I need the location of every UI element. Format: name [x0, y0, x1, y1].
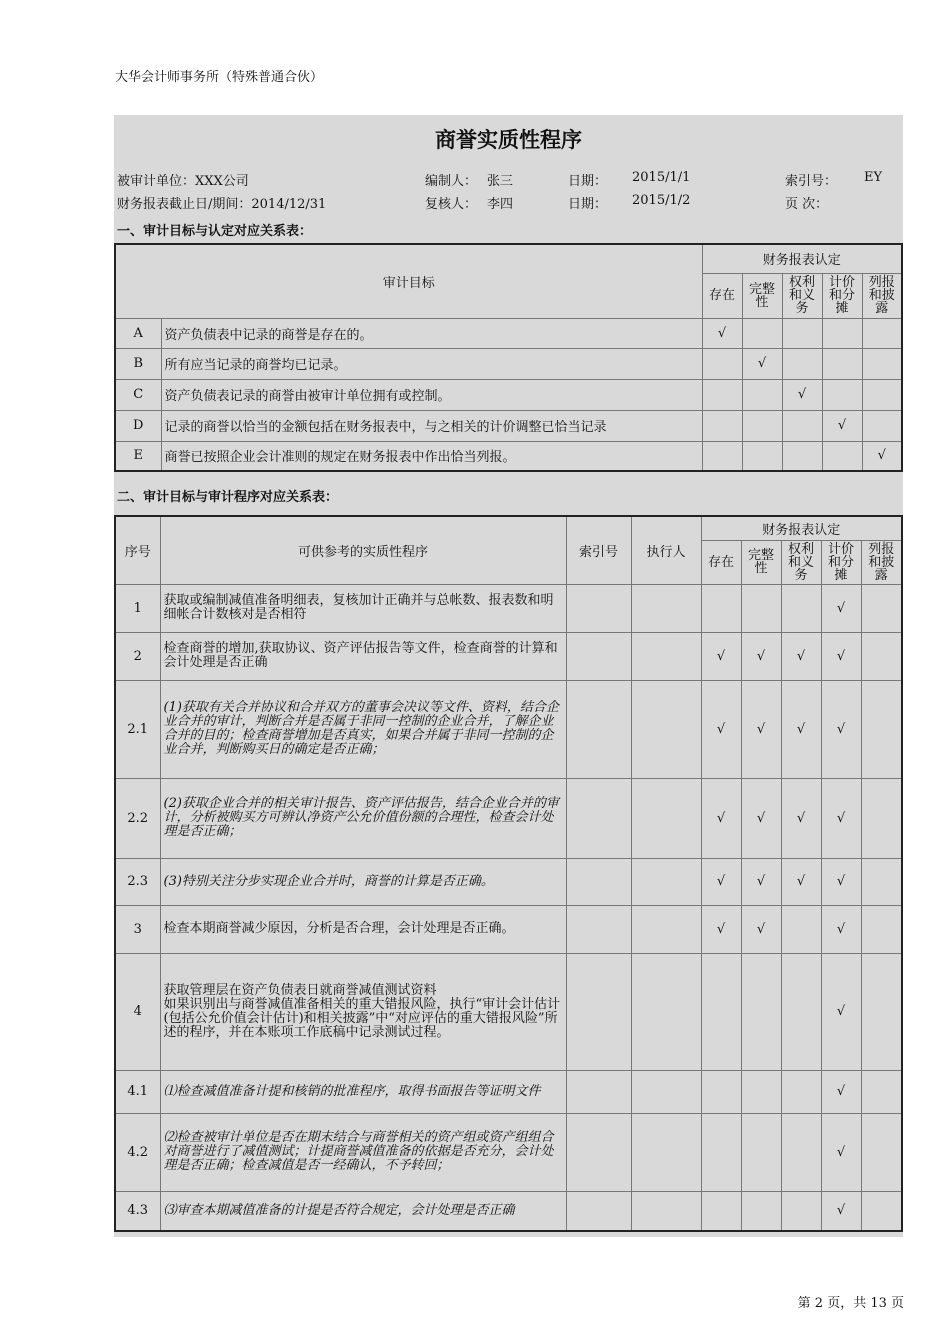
check-mark: [701, 584, 741, 632]
procedure-executor-cell: [631, 778, 701, 858]
check-mark: √: [701, 905, 741, 953]
check-mark: [782, 410, 822, 441]
procedure-executor-cell: [631, 953, 701, 1070]
goal-text: 记录的商誉以恰当的金额包括在财务报表中，与之相关的计价调整已恰当记录: [161, 410, 702, 441]
procedure-text: (3)特别关注分步实现企业合并时，商誉的计算是否正确。: [160, 858, 566, 905]
goal-assertion-table: [114, 243, 903, 472]
assertion-header: 完整 性: [742, 273, 782, 318]
goal-id: A: [115, 318, 161, 348]
procedure-seq: 2.2: [115, 778, 160, 858]
procedure-index-cell: [566, 584, 631, 632]
check-mark: √: [781, 778, 821, 858]
check-mark: [782, 348, 822, 379]
assertion-header: 权利 和义 务: [782, 273, 822, 318]
check-mark: [822, 379, 862, 410]
check-mark: [701, 1070, 741, 1113]
table-row: [115, 1070, 902, 1113]
check-mark: [702, 441, 742, 471]
table-row: [115, 905, 902, 953]
page-number-label: 页 次：: [785, 197, 829, 212]
procedure-seq: 4.1: [115, 1070, 160, 1113]
check-mark: [782, 318, 822, 348]
check-mark: [861, 1191, 902, 1231]
procedure-text: ⑶审查本期减值准备的计提是否符合规定，会计处理是否正确: [160, 1191, 566, 1231]
check-mark: [742, 379, 782, 410]
goal-text: 资产负债表中记录的商誉是存在的。: [161, 318, 702, 348]
check-mark: [862, 379, 902, 410]
table-row: [115, 1191, 902, 1231]
check-mark: [742, 318, 782, 348]
check-mark: √: [701, 778, 741, 858]
check-mark: √: [701, 680, 741, 778]
check-mark: [742, 441, 782, 471]
index-header: 索引号: [566, 516, 631, 584]
check-mark: [741, 584, 781, 632]
check-mark: √: [821, 680, 861, 778]
check-mark: [822, 441, 862, 471]
procedure-seq: 2: [115, 632, 160, 680]
check-mark: √: [781, 632, 821, 680]
page-footer: 第 2 页，共 13 页: [797, 1296, 904, 1311]
date-label-1: 日期：: [568, 174, 608, 189]
procedure-index-cell: [566, 905, 631, 953]
table-row: [115, 441, 902, 471]
table-row: [115, 858, 902, 905]
section-1-heading: 一、审计目标与认定对应关系表：: [117, 224, 313, 239]
check-mark: [861, 1113, 902, 1191]
procedure-executor-cell: [631, 1070, 701, 1113]
check-mark: [781, 953, 821, 1070]
check-mark: √: [781, 858, 821, 905]
procedure-executor-cell: [631, 905, 701, 953]
goal-text: 资产负债表记录的商誉由被审计单位拥有或控制。: [161, 379, 702, 410]
assertion-header: 权利 和义 务: [781, 540, 821, 584]
check-mark: √: [821, 858, 861, 905]
procedure-index-cell: [566, 1113, 631, 1191]
procedure-seq: 3: [115, 905, 160, 953]
page-title: 商誉实质性程序: [435, 128, 582, 152]
check-mark: √: [701, 632, 741, 680]
check-mark: [741, 1191, 781, 1231]
procedure-seq: 4.2: [115, 1113, 160, 1191]
assertion-header: 列报 和披 露: [862, 273, 902, 318]
procedure-text: (2)获取企业合并的相关审计报告、资产评估报告，结合企业合并的审计，分析被购买方可辨认净资产公允价值份额的合理性，检查会计处理是否正确；: [160, 778, 566, 858]
check-mark: [861, 680, 902, 778]
check-mark: [701, 1113, 741, 1191]
date-value-2: 2015/1/2: [632, 193, 691, 208]
check-mark: [702, 410, 742, 441]
goal-text: 所有应当记录的商誉均已记录。: [161, 348, 702, 379]
check-mark: [861, 905, 902, 953]
check-mark: √: [862, 441, 902, 471]
procedure-executor-cell: [631, 680, 701, 778]
reviewer-label: 复核人：: [425, 197, 478, 212]
check-mark: [781, 905, 821, 953]
check-mark: √: [821, 905, 861, 953]
table-row: [115, 318, 902, 348]
goal-text: 商誉已按照企业会计准则的规定在财务报表中作出恰当列报。: [161, 441, 702, 471]
check-mark: [701, 1191, 741, 1231]
firm-name: 大华会计师事务所（特殊普通合伙）: [115, 70, 324, 85]
check-mark: √: [741, 680, 781, 778]
check-mark: [862, 410, 902, 441]
procedure-executor-cell: [631, 584, 701, 632]
date-value-1: 2015/1/1: [632, 170, 691, 185]
procedure-seq: 4: [115, 953, 160, 1070]
goal-id: B: [115, 348, 161, 379]
goal-id: D: [115, 410, 161, 441]
table-row: [115, 632, 902, 680]
check-mark: √: [701, 858, 741, 905]
assertion-header: 列报 和披 露: [861, 540, 902, 584]
check-mark: [781, 1191, 821, 1231]
check-mark: [861, 584, 902, 632]
procedure-index-cell: [566, 632, 631, 680]
reviewer-name: 李四: [487, 197, 514, 212]
procedure-executor-cell: [631, 1191, 701, 1231]
assertion-header: 存在: [702, 273, 742, 318]
procedure-text: 检查商誉的增加,获取协议、资产评估报告等文件，检查商誉的计算和会计处理是否正确: [160, 632, 566, 680]
procedure-index-cell: [566, 778, 631, 858]
table-row: [115, 584, 902, 632]
check-mark: [742, 410, 782, 441]
assertion-group-header: 财务报表认定: [702, 244, 902, 273]
seq-header: 序号: [115, 516, 160, 584]
check-mark: √: [821, 584, 861, 632]
check-mark: [822, 348, 862, 379]
check-mark: [741, 953, 781, 1070]
check-mark: [861, 953, 902, 1070]
goal-header: 审计目标: [115, 244, 702, 318]
check-mark: [861, 632, 902, 680]
table-row: [115, 410, 902, 441]
check-mark: √: [741, 778, 781, 858]
period-label: 财务报表截止日/期间：2014/12/31: [117, 197, 327, 212]
procedure-index-cell: [566, 1070, 631, 1113]
check-mark: [781, 1113, 821, 1191]
assertion-header: 计价 和分 摊: [821, 540, 861, 584]
check-mark: [862, 348, 902, 379]
check-mark: [781, 1070, 821, 1113]
procedure-seq: 1: [115, 584, 160, 632]
index-label: 索引号：: [785, 174, 838, 189]
assertion-header: 计价 和分 摊: [822, 273, 862, 318]
procedure-index-cell: [566, 680, 631, 778]
check-mark: √: [741, 905, 781, 953]
procedure-executor-cell: [631, 858, 701, 905]
check-mark: √: [821, 778, 861, 858]
procedure-seq: 2.1: [115, 680, 160, 778]
check-mark: [702, 348, 742, 379]
preparer-name: 张三: [487, 174, 514, 189]
check-mark: √: [821, 1113, 861, 1191]
check-mark: √: [821, 1070, 861, 1113]
section-2-heading: 二、审计目标与审计程序对应关系表：: [117, 490, 339, 505]
check-mark: √: [781, 680, 821, 778]
procedure-index-cell: [566, 858, 631, 905]
check-mark: [862, 318, 902, 348]
check-mark: √: [821, 953, 861, 1070]
procedure-executor-cell: [631, 632, 701, 680]
procedure-text: ⑵检查被审计单位是否在期末结合与商誉相关的资产组或资产组组合对商誉进行了减值测试；计提商誉减值准备的依据是否充分，会计处理是否正确；检查减值是否一经确认，不予转回；: [160, 1113, 566, 1191]
assertion-header: 完整 性: [741, 540, 781, 584]
check-mark: √: [741, 858, 781, 905]
assertion-header: 存在: [701, 540, 741, 584]
check-mark: [701, 953, 741, 1070]
procedure-index-cell: [566, 1191, 631, 1231]
check-mark: [702, 379, 742, 410]
procedure-text: 获取或编制减值准备明细表，复核加计正确并与总帐数、报表数和明细帐合计数核对是否相符: [160, 584, 566, 632]
date-label-2: 日期：: [568, 197, 608, 212]
procedure-text: 获取管理层在资产负债表日就商誉减值测试资料 如果识别出与商誉减值准备相关的重大错报风险，执行“审计会计估计(包括公允价值会计估计)和相关披露”中“对应评估的重大错报风险”所述的程序，并在本账项工作底稿中记录测试过程。: [160, 953, 566, 1070]
table-row: [115, 348, 902, 379]
goal-id: C: [115, 379, 161, 410]
check-mark: √: [822, 410, 862, 441]
check-mark: √: [742, 348, 782, 379]
check-mark: √: [821, 1191, 861, 1231]
table-row: [115, 953, 902, 1070]
procedure-text: 检查本期商誉减少原因，分析是否合理，会计处理是否正确。: [160, 905, 566, 953]
check-mark: [822, 318, 862, 348]
check-mark: [781, 584, 821, 632]
preparer-label: 编制人：: [425, 174, 478, 189]
table-row: [115, 1113, 902, 1191]
table-row: [115, 379, 902, 410]
procedure-text: (1)获取有关合并协议和合并双方的董事会决议等文件、资料，结合企业合并的审计，判断合并是否属于非同一控制的企业合并，了解企业合并的目的；检查商誉增加是否真实，如果合并属于非同一控制的企业合并，判断购买日的确定是否正确；: [160, 680, 566, 778]
table-row: [115, 778, 902, 858]
procedure-text: ⑴检查减值准备计提和核销的批准程序，取得书面报告等证明文件: [160, 1070, 566, 1113]
check-mark: √: [702, 318, 742, 348]
check-mark: [861, 778, 902, 858]
check-mark: [741, 1113, 781, 1191]
check-mark: √: [741, 632, 781, 680]
auditee-label: 被审计单位：XXX公司: [117, 174, 249, 189]
procedure-seq: 4.3: [115, 1191, 160, 1231]
goal-id: E: [115, 441, 161, 471]
check-mark: √: [782, 379, 822, 410]
procedure-index-cell: [566, 953, 631, 1070]
table-row: [115, 680, 902, 778]
check-mark: [861, 1070, 902, 1113]
assertion-group-header: 财务报表认定: [701, 516, 902, 540]
procedure-header: 可供参考的实质性程序: [160, 516, 566, 584]
procedure-executor-cell: [631, 1113, 701, 1191]
procedure-table: [114, 515, 903, 1232]
check-mark: √: [821, 632, 861, 680]
executor-header: 执行人: [631, 516, 701, 584]
check-mark: [782, 441, 822, 471]
index-value: EY: [864, 170, 883, 185]
check-mark: [741, 1070, 781, 1113]
procedure-seq: 2.3: [115, 858, 160, 905]
check-mark: [861, 858, 902, 905]
